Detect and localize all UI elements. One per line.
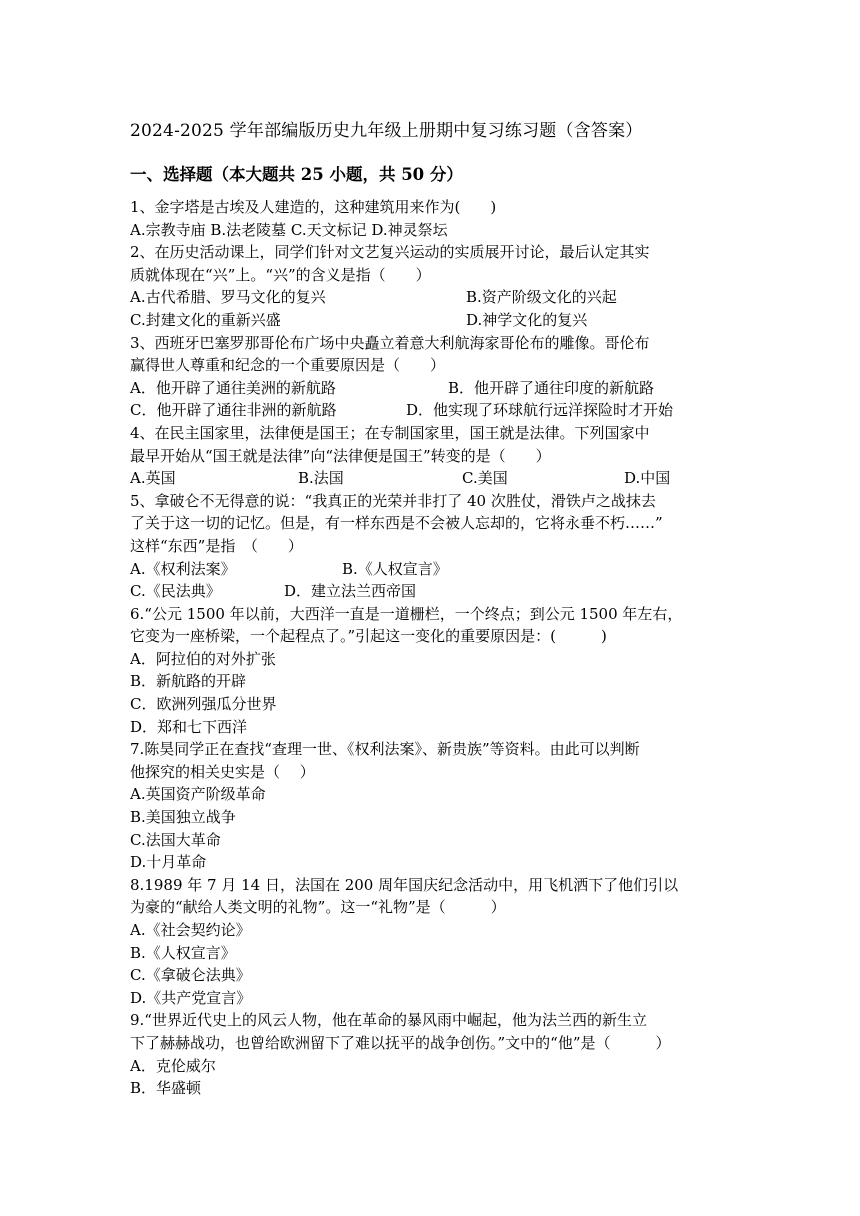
question-1-stem: 1、金字塔是古埃及人建造的，这种建筑用来作为( ) [130, 198, 497, 216]
question-8-stem: 8.1989 年 7 月 14 日，法国在 200 周年国庆纪念活动中，用飞机洒下了他们引以 [130, 875, 679, 894]
question-3-options-row [130, 399, 732, 422]
question-3-stem: 赢得世人尊重和纪念的一个重要原因是（ ） [130, 356, 446, 375]
option-b: B.美国独立战争 [130, 808, 236, 827]
option-a: A．克伦威尔 [130, 1056, 216, 1075]
question-2-options-row [130, 286, 732, 309]
option-a: A.英国资产阶级革命 [130, 785, 266, 804]
option-d: D.十月革命 [130, 853, 207, 872]
option-b: B.资产阶级文化的兴起 [466, 288, 617, 307]
question-7-stem: 他探究的相关史实是（ ） [130, 762, 315, 781]
question-9-stem: 下了赫赫战功，也曾给欧洲留下了难以抚平的战争创伤。”文中的“他”是（ ） [130, 1033, 671, 1052]
question-5-options-row [130, 580, 732, 603]
option-d: D.中国 [624, 469, 671, 488]
question-9-stem: 9.“世界近代史上的风云人物，他在革命的暴风雨中崛起，他为法兰西的新生立 [130, 1011, 647, 1030]
section-heading: 一、选择题（本大题共 25 小题，共 50 分） [130, 165, 463, 184]
question-4-stem: 4、在民主国家里，法律便是国王；在专制国家里，国王就是法律。下列国家中 [130, 423, 650, 442]
option-c: C.法国大革命 [130, 830, 221, 849]
option-a: A．阿拉伯的对外扩张 [130, 649, 276, 668]
question-3-options-row [130, 377, 732, 400]
question-2-stem: 质就体现在“兴”上。“兴”的含义是指（ ） [130, 265, 431, 284]
question-8-stem: 为豪的“献给人类文明的礼物”。这一“礼物”是（ ） [130, 898, 506, 917]
option-d: D.《共产党宣言》 [130, 988, 252, 1007]
option-a: A．他开辟了通往美洲的新航路 [130, 378, 336, 397]
question-4-options-row [130, 467, 732, 490]
question-3-stem: 3、西班牙巴塞罗那哥伦布广场中央矗立着意大利航海家哥伦布的雕像。哥伦布 [130, 333, 650, 352]
question-5-stem: 5、拿破仑不无得意的说：“我真正的光荣并非打了 40 次胜仗，滑铁卢之战抹去 [130, 491, 656, 510]
option-c: C.封建文化的重新兴盛 [130, 310, 281, 329]
option-d: D．郑和七下西洋 [130, 717, 248, 736]
option-a: A.《权利法案》 [130, 559, 236, 578]
question-6-stem: 6.“公元 1500 年以前，大西洋一直是一道栅栏，一个终点；到公元 1500 年左右， [130, 604, 683, 623]
question-1-options: A.宗教寺庙 B.法老陵墓 C.天文标记 D.神灵祭坛 [130, 220, 448, 239]
option-c: C．他开辟了通往非洲的新航路 [130, 401, 337, 420]
question-5-stem: 这样“东西”是指 （ ） [130, 536, 303, 555]
question-2-stem: 2、在历史活动课上，同学们针对文艺复兴运动的实质展开讨论，最后认定其实 [130, 243, 650, 262]
option-d: D.神学文化的复兴 [466, 310, 588, 329]
option-c: C.《民法典》 [130, 582, 221, 601]
option-c: C.《拿破仑法典》 [130, 966, 251, 985]
option-b: B.《人权宣言》 [130, 943, 236, 962]
question-4-stem: 最早开始从“国王就是法律”向“法律便是国王”转变的是（ ） [130, 446, 551, 465]
question-7-stem: 7.陈昊同学正在查找“查理一世、《权利法案》、新贵族”等资料。由此可以判断 [130, 740, 640, 759]
option-a: A.英国 [130, 469, 176, 488]
option-b: B.法国 [298, 469, 344, 488]
option-a: A.古代希腊、罗马文化的复兴 [130, 288, 326, 307]
document-title: 2024-2025 学年部编版历史九年级上册期中复习练习题（含答案） [130, 121, 643, 141]
option-d: D．他实现了环球航行远洋探险时才开始 [406, 401, 674, 420]
question-6-stem: 它变为一座桥梁，一个起程点了。”引起这一变化的重要原因是：( ) [130, 627, 607, 646]
question-list [130, 196, 732, 1100]
question-2-options-row [130, 309, 732, 332]
question-5-stem: 了关于这一切的记忆。但是，有一样东西是不会被人忘却的，它将永垂不朽……” [130, 514, 663, 533]
option-c: C.美国 [462, 469, 508, 488]
option-b: B．华盛顿 [130, 1079, 202, 1098]
option-b: B.《人权宣言》 [342, 559, 448, 578]
option-a: A.《社会契约论》 [130, 921, 251, 939]
option-b: B．他开辟了通往印度的新航路 [448, 378, 655, 397]
question-5-options-row [130, 558, 732, 581]
option-c: C．欧洲列强瓜分世界 [130, 695, 277, 714]
option-d: D．建立法兰西帝国 [284, 582, 417, 601]
option-b: B．新航路的开辟 [130, 672, 247, 691]
